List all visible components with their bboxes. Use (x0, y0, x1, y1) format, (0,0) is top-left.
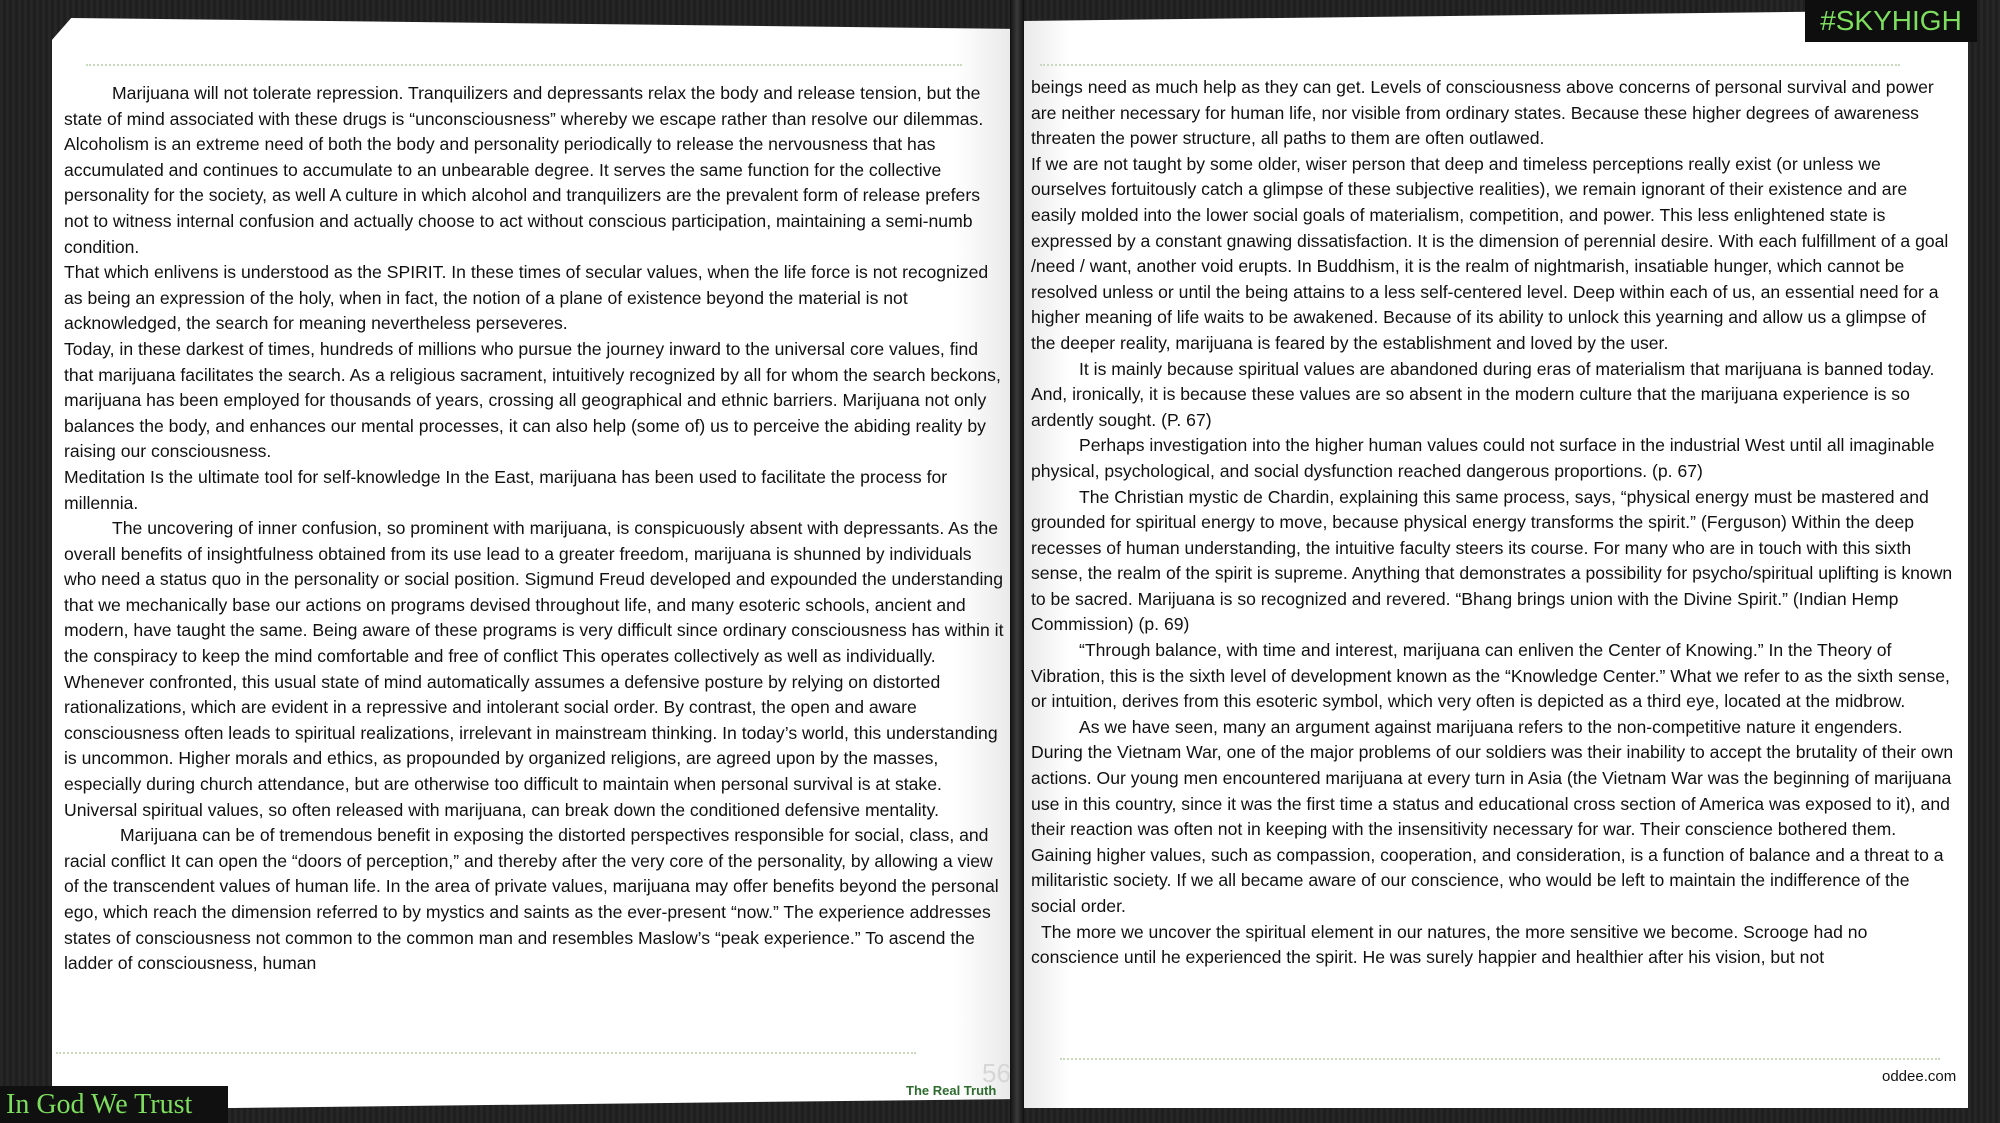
paragraph: beings need as much help as they can get. Levels of consciousness above concerns of personal survival and power are neither necessary for human life, nor visible from ordinary states. Because these higher degrees of awareness threaten the power structure, all paths to them are often outlawed. (1031, 77, 1934, 149)
paragraph: As we have seen, many an argument against marijuana refers to the non-competitive nature it engenders. During the Vietnam War, one of the major problems of our soldiers was their inability to accept the brutality of their own actions. Our young men encountered marijuana at every turn in Asia (the Vietnam War was the beginning of marijuana use in this country, since it was the first time a status and educational cross section of America was exposed to it), and their reaction was often not in keeping with the insensitivity necessary for war. Their conscience bothered them. Gaining higher values, such as compassion, cooperation, and consideration, is a function of balance and a threat to a militaristic society. If we all became aware of our conscience, who would be left to maintain the indifference of the social order. (1031, 716, 1954, 916)
left-footer-title: The Real Truth (906, 1083, 997, 1098)
paragraph: The uncovering of inner confusion, so prominent with marijuana, is conspicuously absent with depressants. As the overall benefits of insightfulness obtained from its use lead to a greater freedom, marijuana is shunned by individuals who need a status quo in the personality or social position. Sigmund Freud developed and expounded the understanding that we mechanically base our actions on programs devised throughout life, and many esoteric schools, ancient and modern, have taught the same. Being aware of these programs is very difficult since ordinary consciousness has within it the conspiracy to keep the mind comfortable and free of conflict This operates collectively as well as individually. Whenever confronted, this usual state of mind automatically assumes a defensive posture by relying on distorted rationalizations, which are evident in a repressive and intolerant social order. By contrast, the open and aware consciousness often leads to spiritual realizations, irrelevant in mainstream thinking. In today’s world, this understanding is uncommon. Higher morals and ethics, as propounded by organized religions, are agreed upon by the masses, especially during church attendance, but are otherwise too difficult to maintain when personal survival is at stake. Universal spiritual values, so often released with marijuana, can break down the conditioned defensive mentality. (64, 518, 1004, 820)
right-top-rule (1040, 64, 1900, 66)
right-bottom-rule (1060, 1058, 1940, 1060)
book-spine (1010, 0, 1024, 1123)
paragraph: That which enlivens is understood as the SPIRIT. In these times of secular values, when the life force is not recognized as being an expression of the holy, when in fact, the notion of a plane of existence beyond the material is not acknowledged, the search for meaning nevertheless perseveres. (64, 262, 989, 334)
left-bottom-rule (56, 1052, 916, 1054)
paragraph: The Christian mystic de Chardin, explaining this same process, says, “physical energy must be mastered and grounded for spiritual energy to move, because physical energy transforms the spirit.” (Ferguson) Within the deep recesses of human understanding, the intuitive faculty steers its course. For many who are in touch with this sixth sense, the realm of the spirit is supreme. Anything that demonstrates a possibility for psycho/spiritual uplifting is known to be sacred. Marijuana is so recognized and revered. “Bhang brings union with the Divine Spirit.” (Indian Hemp Commission) (p. 69) (1031, 486, 1953, 635)
left-top-rule (86, 64, 962, 66)
right-page-text (1031, 75, 1955, 971)
paragraph: Meditation Is the ultimate tool for self-knowledge In the East, marijuana has been used to facilitate the process for millennia. (64, 466, 948, 513)
hashtag-badge: #SKYHIGH (1805, 0, 1977, 42)
paragraph: The more we uncover the spiritual element in our natures, the more sensitive we become. Scrooge had no conscience until he experienced the spirit. He was surely happier and healthier after his vision, but not (1031, 921, 1868, 968)
right-footer-source: oddee.com (1882, 1068, 1957, 1085)
paragraph: Perhaps investigation into the higher human values could not surface in the industrial West until all imaginable physical, psychological, and social dysfunction reached dangerous proportions. (p. 67) (1031, 435, 1935, 481)
paragraph: Marijuana will not tolerate repression. Tranquilizers and depressants relax the body and release tension, but the state of mind associated with these drugs is “unconsciousness” whereby we escape rather than resolve our dilemmas. Alcoholism is an extreme need of both the body and personality periodically to release the nervousness that has accumulated and continues to accumulate to an unbearable degree. It serves the same function for the collective personality for the society, as well A culture in which alcohol and tranquilizers are the prevalent form of release prefers not to witness internal confusion and actually choose to act without conscious participation, maintaining a semi-numb condition. (64, 83, 984, 257)
motto-badge: In God We Trust (0, 1086, 228, 1123)
paragraph: Marijuana can be of tremendous benefit in exposing the distorted perspectives responsible for social, class, and racial conflict It can open the “doors of perception,” and thereby after the very core of the personality, by allowing a view of the transcendent values of human life. In the area of private values, marijuana may offer benefits beyond the personal ego, which reach the dimension referred to by mystics and saints as the ever-present “now.” The experience addresses states of consciousness not common to the common man and resembles Maslow’s “peak experience.” To ascend the ladder of consciousness, human (64, 825, 999, 974)
paragraph: It is mainly because spiritual values are abandoned during eras of materialism that marijuana is banned today. And, ironically, it is because these values are so absent in the modern culture that the marijuana experience is so ardently sought. (P. 67) (1031, 358, 1935, 430)
left-page-text (64, 81, 1004, 977)
paragraph: Today, in these darkest of times, hundreds of millions who pursue the journey inward to the universal core values, find that marijuana facilitates the search. As a religious sacrament, intuitively recognized by all for whom the search beckons, marijuana has been employed for thousands of years, crossing all geographical and ethnic barriers. Marijuana not only balances the body, and enhances our mental processes, it can also help (some of) us to perceive the abiding reality by raising our consciousness. (64, 338, 1001, 462)
paragraph: “Through balance, with time and interest, marijuana can enliven the Center of Knowing.” In the Theory of Vibration, this is the sixth level of development known as the “Knowledge Center.” What we refer to as the sixth sense, or intuition, derives from this esoteric symbol, which very often is depicted as a third eye, located at the midbrow. (1031, 640, 1950, 712)
paragraph: If we are not taught by some older, wiser person that deep and timeless perceptions really exist (or unless we ourselves fortuitously catch a glimpse of these subjective realities), we remain ignorant of their existence and are easily molded into the lower social goals of materialism, competition, and power. This less enlightened state is expressed by a constant gnawing dissatisfaction. It is the dimension of perennial desire. With each fulfillment of a goal /need / want, another void erupts. In Buddhism, it is the realm of nightmarish, insatiable hunger, which cannot be resolved unless or until the being attains to a less self-centered level. Deep within each of us, an essential need for a higher meaning of life waits to be awakened. Because of its ability to unlock this yearning and allow us a glimpse of the deeper reality, marijuana is feared by the establishment and loved by the user. (1031, 153, 1949, 353)
page-number: 56 (982, 1058, 1011, 1088)
